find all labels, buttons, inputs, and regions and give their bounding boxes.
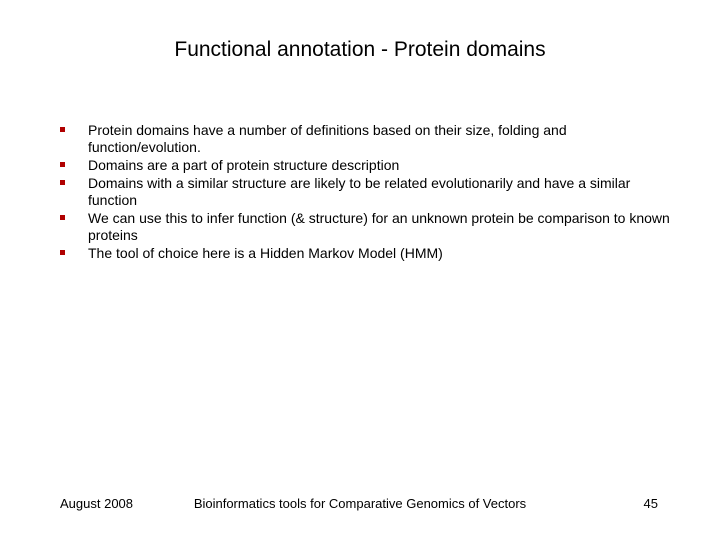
bullet-item: [56, 210, 676, 244]
square-bullet-icon: [60, 215, 65, 220]
page-number: 45: [643, 496, 658, 511]
square-bullet-icon: [60, 250, 65, 255]
bullet-item: [56, 157, 676, 174]
bullet-text: The tool of choice here is a Hidden Markov Model (HMM): [88, 245, 443, 261]
footer-title: Bioinformatics tools for Comparative Genomics of Vectors: [193, 496, 527, 511]
bullet-item: [56, 175, 676, 209]
square-bullet-icon: [60, 180, 65, 185]
bullet-list: [56, 122, 676, 263]
footer-date: August 2008: [60, 496, 134, 511]
bullet-text: We can use this to infer function (& structure) for an unknown protein be comparison to known proteins: [88, 210, 670, 243]
bullet-item: [56, 122, 676, 156]
bullet-text: Protein domains have a number of definitions based on their size, folding and function/evolution.: [88, 122, 567, 155]
square-bullet-icon: [60, 127, 65, 132]
slide-title: Functional annotation - Protein domains: [174, 38, 546, 61]
bullet-text: Domains are a part of protein structure description: [88, 157, 400, 173]
bullet-text: Domains with a similar structure are likely to be related evolutionarily and have a similar function: [88, 175, 631, 208]
bullet-item: [56, 245, 676, 262]
square-bullet-icon: [60, 162, 65, 167]
